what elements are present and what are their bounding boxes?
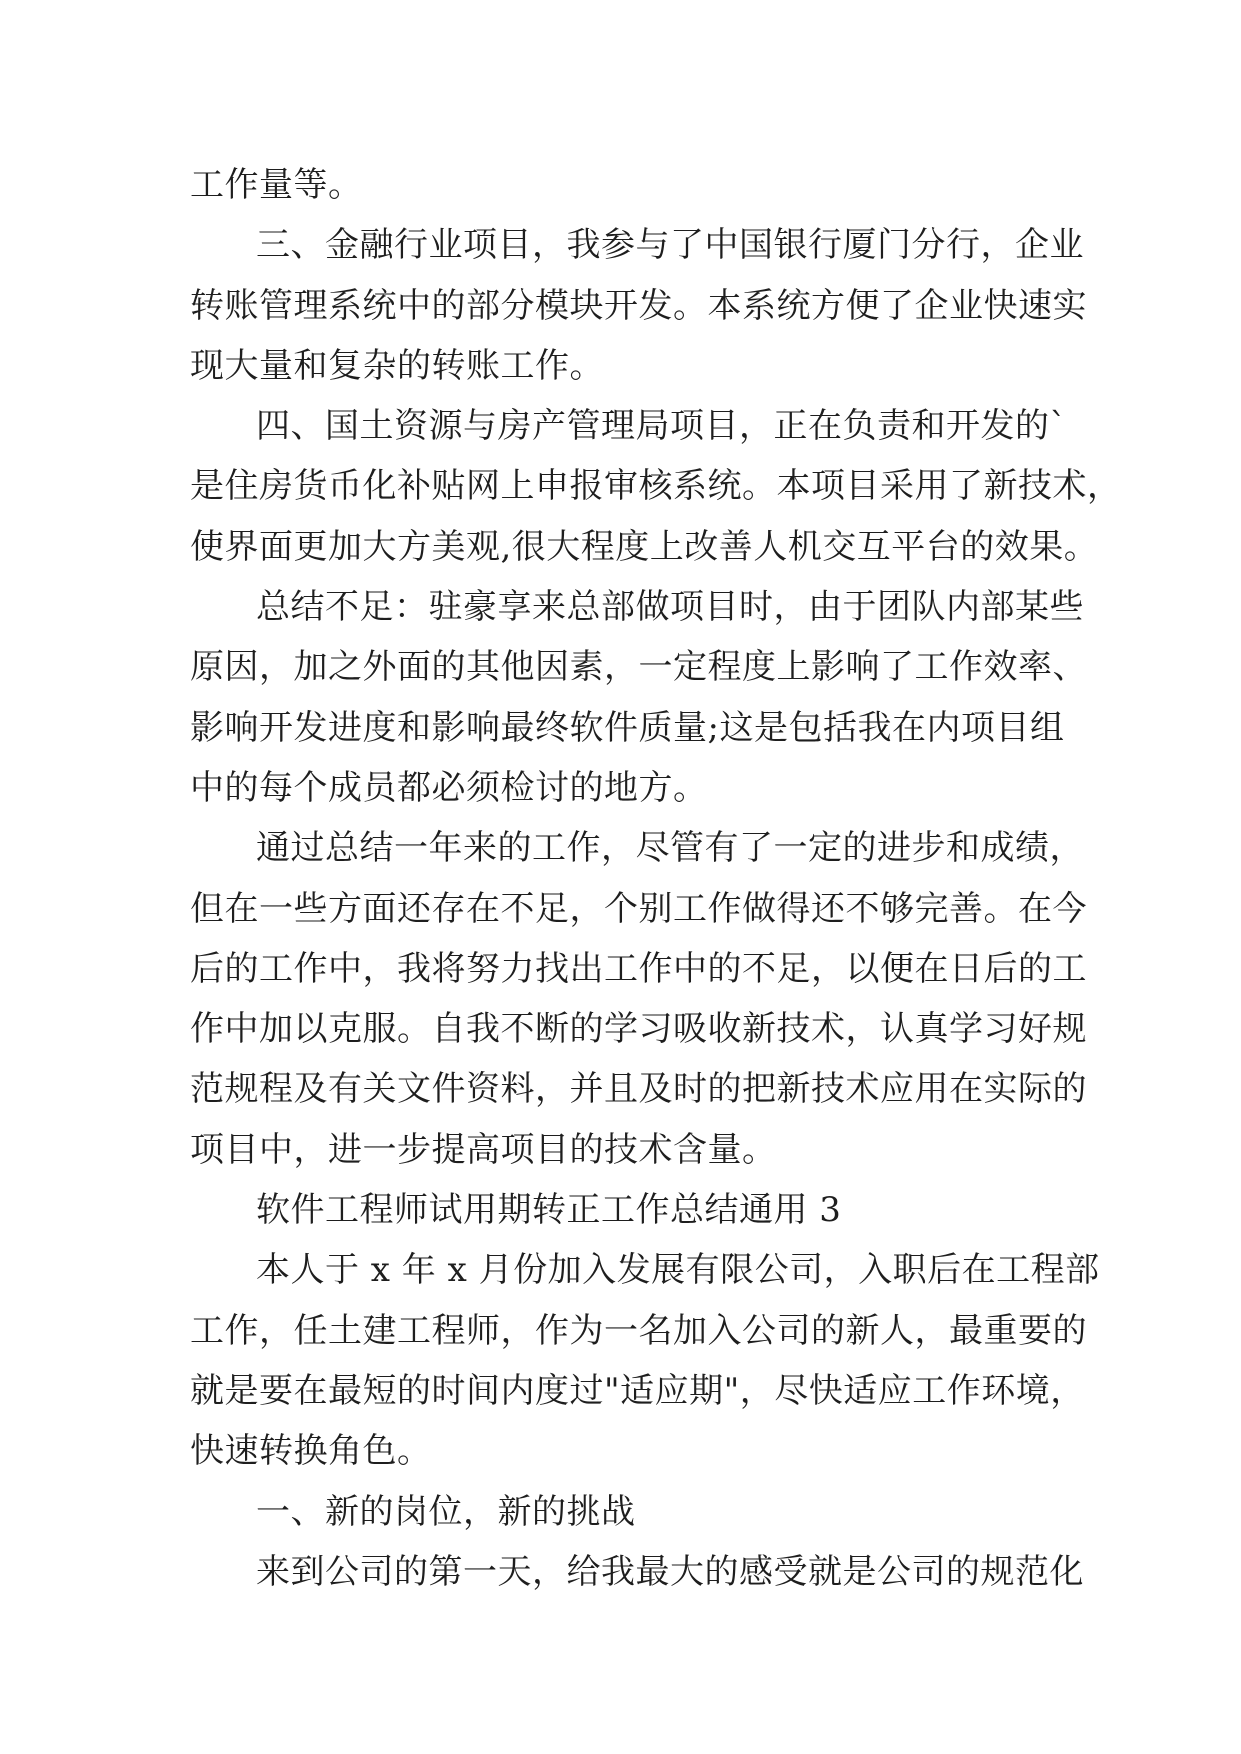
text-line: 范规程及有关文件资料，并且及时的把新技术应用在实际的 — [190, 1069, 1087, 1110]
paragraph-workload-end — [190, 155, 1050, 215]
paragraph-land-resources-project — [190, 396, 1122, 577]
text-line: 四、国土资源与房产管理局项目，正在负责和开发的` — [256, 406, 1067, 447]
text-line: 快速转换角色。 — [190, 1431, 432, 1472]
paragraph-introduction — [190, 1240, 1100, 1481]
text-line: 使界面更加大方美观,很大程度上改善人机交互平台的效果。 — [190, 526, 1099, 567]
paragraph-first-day — [190, 1542, 1084, 1602]
text-line: 后的工作中，我将努力找出工作中的不足，以便在日后的工 — [190, 948, 1087, 989]
text-line: 本人于 x 年 x 月份加入发展有限公司，入职后在工程部 — [256, 1250, 1100, 1291]
text-line: 转账管理系统中的部分模块开发。本系统方便了企业快速实 — [190, 285, 1087, 326]
text-line: 工作，任土建工程师，作为一名加入公司的新人，最重要的 — [190, 1310, 1087, 1351]
text-line: 但在一些方面还存在不足，个别工作做得还不够完善。在今 — [190, 888, 1087, 929]
text-line: 现大量和复杂的转账工作。 — [190, 345, 604, 386]
text-line: 就是要在最短的时间内度过"适应期"，尽快适应工作环境， — [190, 1370, 1085, 1411]
subsection-heading — [190, 1482, 1050, 1542]
section-heading — [190, 1180, 1050, 1240]
text-line: 工作量等。 — [190, 165, 363, 205]
subsection-title: 一、新的岗位，新的挑战 — [256, 1491, 636, 1532]
paragraph-finance-project — [190, 215, 1087, 396]
text-line: 通过总结一年来的工作，尽管有了一定的进步和成绩， — [256, 828, 1084, 869]
text-line: 项目中，进一步提高项目的技术含量。 — [190, 1129, 777, 1170]
section-title: 软件工程师试用期转正工作总结通用 3 — [256, 1190, 842, 1231]
text-line: 来到公司的第一天，给我最大的感受就是公司的规范化 — [256, 1551, 1084, 1592]
text-line: 原因，加之外面的其他因素，一定程度上影响了工作效率、 — [190, 647, 1087, 688]
text-line: 总结不足：驻豪享来总部做项目时，由于团队内部某些 — [256, 587, 1084, 628]
document-body — [190, 155, 1122, 1602]
text-line: 三、金融行业项目，我参与了中国银行厦门分行，企业 — [256, 225, 1084, 266]
text-line: 影响开发进度和影响最终软件质量;这是包括我在内项目组 — [190, 707, 1065, 748]
text-line: 是住房货币化补贴网上申报审核系统。本项目采用了新技术， — [190, 466, 1122, 507]
text-line: 作中加以克服。自我不断的学习吸收新技术，认真学习好规 — [190, 1009, 1087, 1050]
text-line: 中的每个成员都必须检讨的地方。 — [190, 767, 708, 808]
paragraph-shortcomings — [190, 577, 1087, 818]
paragraph-annual-summary — [190, 818, 1087, 1180]
